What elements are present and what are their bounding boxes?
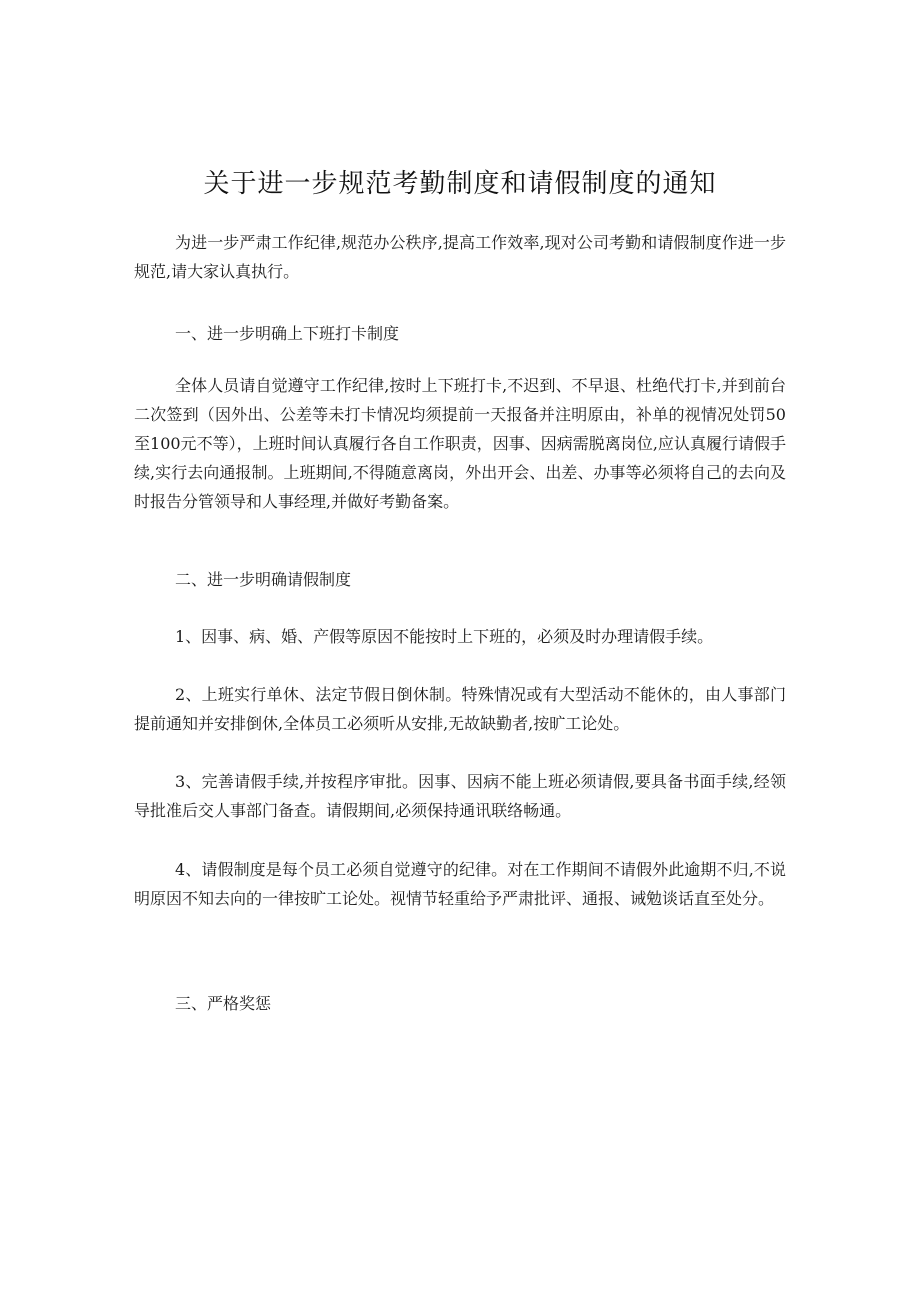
- section-2-item-3: 3、完善请假手续,并按程序审批。因事、因病不能上班必须请假,要具备书面手续,经领导批准后交人事部门备查。请假期间,必须保持通讯联络畅通。: [134, 772, 786, 820]
- section-3-heading: 三、严格奖惩: [175, 994, 272, 1013]
- section-2-item-1: 1、因事、病、婚、产假等原因不能按时上下班的，必须及时办理请假手续。: [175, 627, 714, 646]
- section-1-heading: 一、进一步明确上下班打卡制度: [175, 324, 400, 343]
- intro-paragraph: 为进一步严肃工作纪律,规范办公秩序,提高工作效率,现对公司考勤和请假制度作进一步规范,请大家认真执行。: [134, 233, 786, 281]
- document-title: 关于进一步规范考勤制度和请假制度的通知: [203, 169, 717, 199]
- section-2-item-4: 4、请假制度是每个员工必须自觉遵守的纪律。对在工作期间不请假外此逾期不归,不说明原因不知去向的一律按旷工论处。视情节轻重给予严肃批评、通报、诫勉谈话直至处分。: [134, 860, 786, 908]
- section-2-item-2: 2、上班实行单休、法定节假日倒休制。特殊情况或有大型活动不能休的，由人事部门提前通知并安排倒休,全体员工必须听从安排,无故缺勤者,按旷工论处。: [134, 685, 786, 733]
- section-2-heading: 二、进一步明确请假制度: [175, 570, 352, 589]
- section-1-body: 全体人员请自觉遵守工作纪律,按时上下班打卡,不迟到、不早退、杜绝代打卡,并到前台二次签到（因外出、公差等未打卡情况均须提前一天报备并注明原由，补单的视情况处罚50至100元不等），上班时间认真履行各自工作职责，因事、因病需脱离岗位,应认真履行请假手续,实行去向通报制。上班期间,不得随意离岗，外出开会、出差、办事等必须将自己的去向及时报告分管领导和人事经理,并做好考勤备案。: [134, 376, 786, 511]
